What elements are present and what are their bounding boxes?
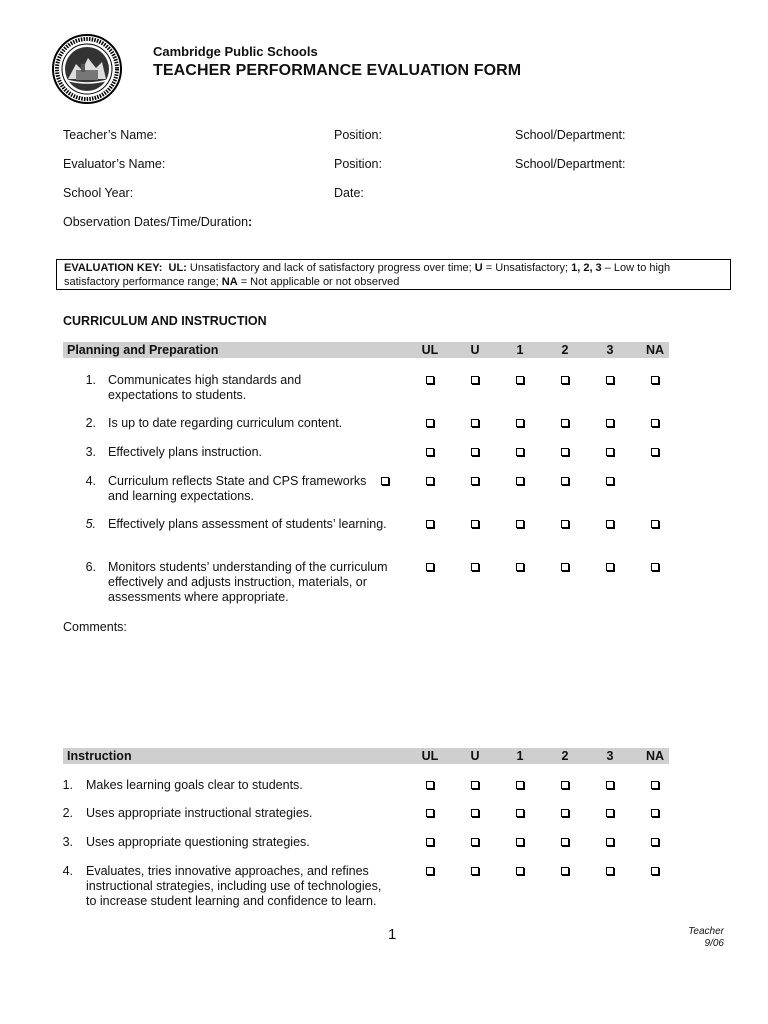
- instruction-item-2-checkbox-u[interactable]: [471, 809, 479, 817]
- instruction-item-2-checkbox-3[interactable]: [606, 809, 614, 817]
- instruction-item-4-checkbox-na[interactable]: [651, 867, 659, 875]
- planning-item-2-checkbox-ul[interactable]: [426, 419, 434, 427]
- planning-item-2-checkbox-1[interactable]: [516, 419, 524, 427]
- instruction-column-header-1: 1: [516, 749, 524, 763]
- planning-item-2-checkbox-2[interactable]: [561, 419, 569, 427]
- instruction-item-line: Evaluates, tries innovative approaches, and refines: [86, 864, 369, 878]
- instruction-item-number: 2.: [62, 806, 73, 820]
- instruction-item-4-checkbox-1[interactable]: [516, 867, 524, 875]
- school-year-label: School Year:: [63, 186, 134, 200]
- planning-item-3-checkbox-3[interactable]: [606, 448, 614, 456]
- instruction-item-4-checkbox-ul[interactable]: [426, 867, 434, 875]
- organization-name: Cambridge Public Schools: [153, 44, 318, 59]
- instruction-item-1-checkbox-2[interactable]: [561, 781, 569, 789]
- instruction-item-3-checkbox-1[interactable]: [516, 838, 524, 846]
- evaluator-school-department-label: School/Department:: [515, 157, 626, 171]
- planning-item-line: Monitors students’ understanding of the curriculum: [108, 560, 388, 574]
- planning-item-6-checkbox-1[interactable]: [516, 563, 524, 571]
- evaluation-key-line-2: satisfactory performance range; NA = Not applicable or not observed: [64, 276, 400, 288]
- planning-item-text: [108, 445, 262, 460]
- form-title: TEACHER PERFORMANCE EVALUATION FORM: [153, 62, 522, 79]
- planning-item-line: Effectively plans assessment of students’ learning.: [108, 517, 387, 531]
- planning-item-line: assessments where appropriate.: [108, 590, 289, 604]
- instruction-item-1-checkbox-1[interactable]: [516, 781, 524, 789]
- planning-item-text: [108, 416, 342, 431]
- instruction-item-4-checkbox-2[interactable]: [561, 867, 569, 875]
- instruction-item-1-checkbox-na[interactable]: [651, 781, 659, 789]
- planning-item-3-checkbox-u[interactable]: [471, 448, 479, 456]
- planning-item-2-checkbox-3[interactable]: [606, 419, 614, 427]
- planning-item-4-checkbox-na[interactable]: [606, 477, 614, 485]
- planning-item-5-checkbox-3[interactable]: [606, 520, 614, 528]
- planning-item-6-checkbox-2[interactable]: [561, 563, 569, 571]
- date-label: Date:: [334, 186, 364, 200]
- instruction-column-header-u: U: [470, 749, 480, 763]
- page-number: 1: [388, 926, 397, 943]
- planning-item-3-checkbox-1[interactable]: [516, 448, 524, 456]
- instruction-item-line: to increase student learning and confidence to learn.: [86, 894, 377, 908]
- instruction-item-2-checkbox-2[interactable]: [561, 809, 569, 817]
- planning-item-5-checkbox-1[interactable]: [516, 520, 524, 528]
- planning-column-header-1: 1: [516, 343, 524, 357]
- planning-item-number: 2.: [85, 416, 96, 430]
- planning-item-line: effectively and adjusts instruction, materials, or: [108, 575, 367, 589]
- evaluator-name-label: Evaluator’s Name:: [63, 157, 166, 171]
- instruction-item-2-checkbox-1[interactable]: [516, 809, 524, 817]
- instruction-item-3-checkbox-u[interactable]: [471, 838, 479, 846]
- planning-column-header-3: 3: [606, 343, 614, 357]
- instruction-column-header-2: 2: [561, 749, 569, 763]
- instruction-item-number: 4.: [62, 864, 73, 878]
- instruction-item-1-checkbox-ul[interactable]: [426, 781, 434, 789]
- instruction-item-line: instructional strategies, including use of technologies,: [86, 879, 382, 893]
- instruction-item-2-checkbox-na[interactable]: [651, 809, 659, 817]
- planning-item-1-checkbox-u[interactable]: [471, 376, 479, 384]
- planning-item-number: 1.: [85, 373, 96, 387]
- planning-item-line: and learning expectations.: [108, 489, 254, 503]
- planning-section-title: Planning and Preparation: [67, 343, 219, 357]
- instruction-column-header-na: NA: [645, 749, 665, 763]
- instruction-item-number: 3.: [62, 835, 73, 849]
- planning-item-line: expectations to students.: [108, 388, 247, 402]
- planning-item-1-checkbox-na[interactable]: [651, 376, 659, 384]
- instruction-item-line: Uses appropriate instructional strategies.: [86, 806, 313, 820]
- planning-item-4-checkbox-3[interactable]: [561, 477, 569, 485]
- planning-item-4-checkbox-u[interactable]: [426, 477, 434, 485]
- instruction-column-header-3: 3: [606, 749, 614, 763]
- observation-dates-label: Observation Dates/Time/Duration:: [63, 215, 253, 229]
- instruction-item-text: [86, 778, 303, 793]
- planning-item-line: Is up to date regarding curriculum content.: [108, 416, 343, 430]
- planning-item-1-checkbox-2[interactable]: [561, 376, 569, 384]
- footer-note: [688, 926, 724, 950]
- instruction-item-text: [86, 835, 310, 850]
- planning-item-1-checkbox-ul[interactable]: [426, 376, 434, 384]
- evaluator-position-label: Position:: [334, 157, 382, 171]
- planning-item-5-checkbox-na[interactable]: [651, 520, 659, 528]
- instruction-item-3-checkbox-3[interactable]: [606, 838, 614, 846]
- footer-note-line-2: 9/06: [704, 938, 724, 949]
- footer-note-line-1: Teacher: [688, 926, 724, 937]
- planning-item-6-checkbox-ul[interactable]: [426, 563, 434, 571]
- planning-item-text: [108, 373, 301, 403]
- planning-item-line: Effectively plans instruction.: [108, 445, 263, 459]
- planning-item-number: 4.: [85, 474, 96, 488]
- planning-item-number: 5.: [85, 517, 96, 531]
- planning-item-5-checkbox-u[interactable]: [471, 520, 479, 528]
- planning-item-5-checkbox-2[interactable]: [561, 520, 569, 528]
- planning-item-number: 6.: [85, 560, 96, 574]
- planning-item-3-checkbox-na[interactable]: [651, 448, 659, 456]
- evaluation-key-line-1: EVALUATION KEY: UL: Unsatisfactory and lack of satisfactory progress over time; U = Unsatisfactory; 1, 2, 3 – Low to high: [64, 262, 671, 274]
- instruction-item-line: Makes learning goals clear to students.: [86, 778, 303, 792]
- planning-item-6-checkbox-3[interactable]: [606, 563, 614, 571]
- planning-item-3-checkbox-ul[interactable]: [426, 448, 434, 456]
- instruction-item-1-checkbox-u[interactable]: [471, 781, 479, 789]
- instruction-item-3-checkbox-2[interactable]: [561, 838, 569, 846]
- planning-column-header-na: NA: [645, 343, 665, 357]
- planning-item-text: [108, 517, 387, 532]
- planning-column-header-2: 2: [561, 343, 569, 357]
- section-title: CURRICULUM AND INSTRUCTION: [63, 314, 267, 328]
- instruction-item-text: [86, 806, 313, 821]
- planning-item-line: Curriculum reflects State and CPS frameworks: [108, 474, 367, 488]
- planning-item-1-checkbox-1[interactable]: [516, 376, 524, 384]
- planning-item-6-checkbox-u[interactable]: [471, 563, 479, 571]
- planning-item-2-checkbox-u[interactable]: [471, 419, 479, 427]
- evaluation-key-box: [56, 259, 731, 290]
- instruction-item-4-checkbox-u[interactable]: [471, 867, 479, 875]
- planning-item-number: 3.: [85, 445, 96, 459]
- teacher-name-label: Teacher’s Name:: [63, 128, 158, 142]
- instruction-item-3-checkbox-ul[interactable]: [426, 838, 434, 846]
- planning-item-5-checkbox-ul[interactable]: [426, 520, 434, 528]
- teacher-position-label: Position:: [334, 128, 382, 142]
- planning-item-text: [108, 560, 388, 605]
- instruction-section-title: Instruction: [67, 749, 132, 763]
- planning-item-1-checkbox-3[interactable]: [606, 376, 614, 384]
- planning-item-4-checkbox-2[interactable]: [516, 477, 524, 485]
- planning-item-4-checkbox-1[interactable]: [471, 477, 479, 485]
- instruction-item-4-checkbox-3[interactable]: [606, 867, 614, 875]
- comments-label: Comments:: [63, 620, 127, 634]
- instruction-column-header-ul: UL: [421, 749, 439, 763]
- planning-item-4-checkbox-ul[interactable]: [381, 477, 389, 485]
- instruction-item-3-checkbox-na[interactable]: [651, 838, 659, 846]
- school-seal-logo: [52, 34, 122, 104]
- planning-item-3-checkbox-2[interactable]: [561, 448, 569, 456]
- instruction-item-line: Uses appropriate questioning strategies.: [86, 835, 310, 849]
- planning-item-2-checkbox-na[interactable]: [651, 419, 659, 427]
- planning-column-header-ul: UL: [421, 343, 439, 357]
- instruction-item-number: 1.: [62, 778, 73, 792]
- instruction-item-text: [86, 864, 381, 909]
- planning-item-text: [108, 474, 366, 504]
- planning-item-6-checkbox-na[interactable]: [651, 563, 659, 571]
- teacher-school-department-label: School/Department:: [515, 128, 626, 142]
- planning-column-header-u: U: [470, 343, 480, 357]
- planning-item-line: Communicates high standards and: [108, 373, 302, 387]
- instruction-item-2-checkbox-ul[interactable]: [426, 809, 434, 817]
- instruction-item-1-checkbox-3[interactable]: [606, 781, 614, 789]
